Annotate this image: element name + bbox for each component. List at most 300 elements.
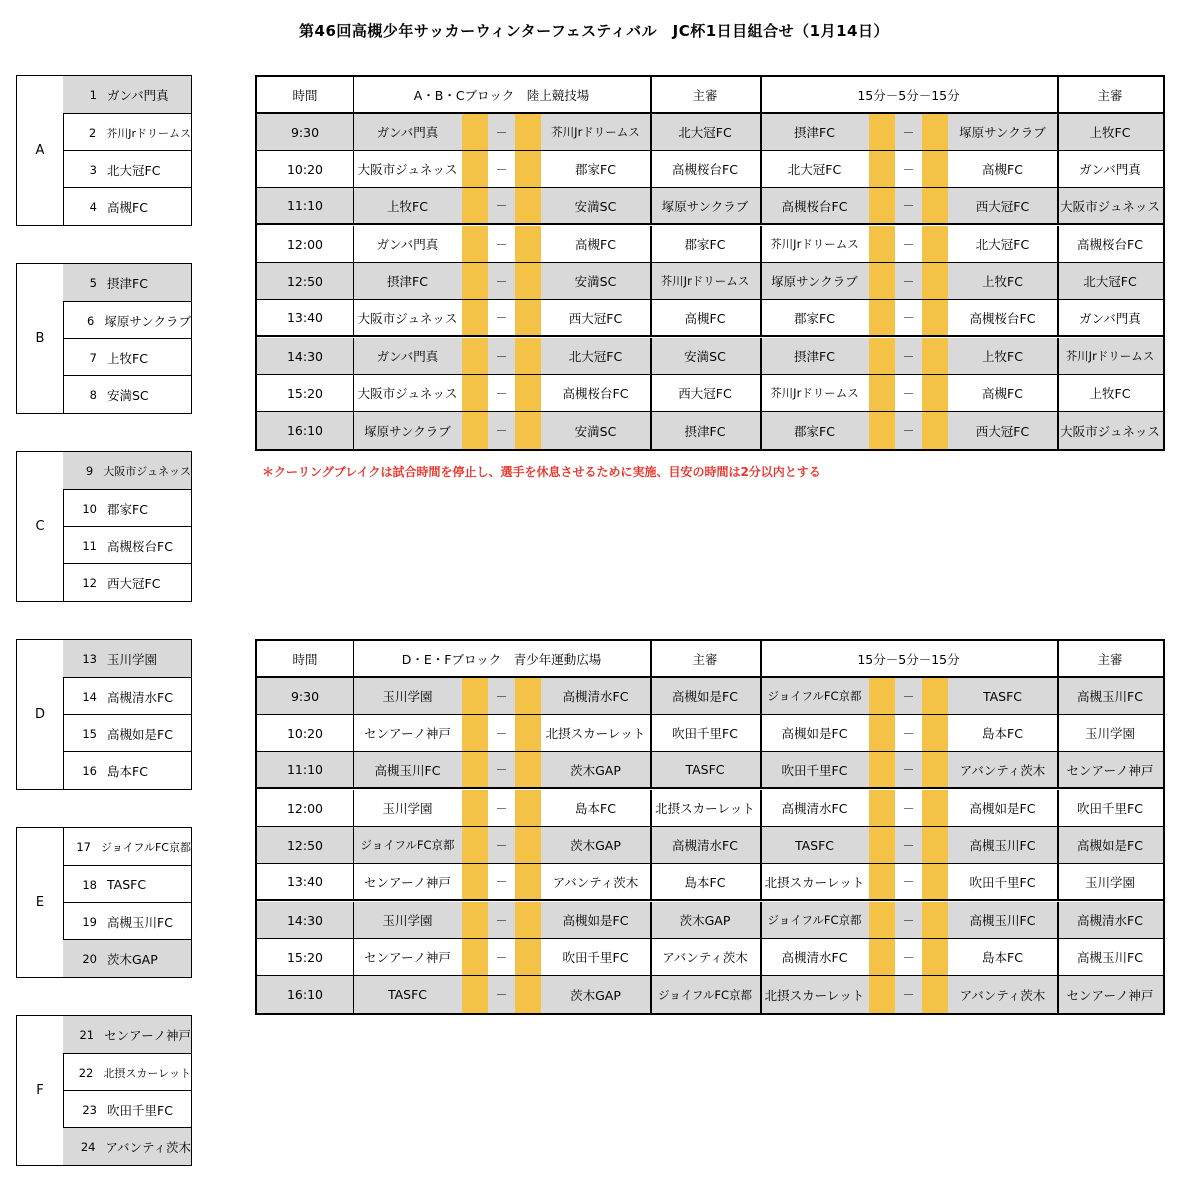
home-team: 摂津FC [794,125,835,140]
page-title: 第46回高槻少年サッカーウィンターフェスティバル JC杯1日目組合せ（1月14日） [299,22,889,40]
score-box [922,375,948,411]
group-label: C [17,452,64,601]
away-team: 高槻如是FC [969,801,1036,816]
away-team: 上牧FC [982,274,1023,289]
header-format: 15分－5分－15分 [857,87,960,103]
match-row [257,902,1163,939]
score-dash: － [495,875,508,889]
score-box [922,752,948,787]
referee-team: 西大冠FC [678,386,732,401]
group-box [16,639,192,790]
away-team: 高槻如是FC [562,913,629,928]
home-team: TASFC [387,987,428,1002]
home-team: 郡家FC [794,310,835,326]
score-box [515,864,541,899]
team-number: 11 [82,538,97,553]
score-dash: － [495,162,508,177]
score-box [462,976,488,1013]
team-name: 安満SC [107,387,149,403]
score-box [922,715,948,751]
group-team [63,1053,191,1091]
match-time: 10:20 [286,161,324,177]
match-row [257,715,1163,752]
schedule-header [257,641,1163,678]
referee-team: 上牧FC [1089,125,1131,140]
referee-team: センアーノ神戸 [1066,762,1154,778]
match-time: 14:30 [286,912,324,928]
away-team: 高槻清水FC [562,689,629,704]
score-box [515,790,541,826]
match-time: 9:30 [290,124,320,140]
group-team [63,640,191,677]
score-dash: － [495,424,508,438]
team-number: 2 [88,125,97,140]
group-label: D [17,640,64,789]
match-time: 12:00 [286,236,324,252]
score-box [869,412,895,449]
team-number: 7 [89,350,97,365]
away-team: アバンティ茨木 [959,987,1046,1003]
referee-team: 吹田千里FC [672,726,738,741]
score-dash: － [902,689,915,704]
group-team [63,187,191,225]
team-number: 1 [89,87,97,102]
score-box [462,715,488,751]
group-team [63,902,191,940]
team-name: 郡家FC [107,501,148,517]
away-team: 北大冠FC [568,349,623,364]
team-number: 16 [82,763,97,778]
group-team [63,714,191,752]
score-dash: － [495,311,508,325]
away-team: 芥川Jrドリームス [551,125,640,139]
home-team: ジョイフルFC京都 [360,838,455,852]
score-dash: － [902,950,915,965]
team-name: ガンバ門真 [107,87,169,103]
score-box [462,151,488,187]
team-name: 島本FC [107,763,148,779]
referee-team: センアーノ神戸 [1066,987,1154,1003]
score-box [869,939,895,975]
team-number: 10 [82,501,97,516]
score-box [515,338,541,374]
team-number: 6 [87,313,95,328]
score-box [869,114,895,150]
referee-team: 大阪市ジュネッス [1060,423,1160,439]
match-row [257,300,1163,337]
team-name: 北摂スカーレット [103,1066,191,1080]
referee-team: アバンティ茨木 [662,950,748,965]
match-time: 9:30 [290,688,320,704]
match-schedule-table [255,639,1165,1015]
home-team: 郡家FC [794,423,835,439]
score-box [922,976,948,1013]
away-team: 高槻桜台FC [562,386,629,401]
away-team: TASFC [982,688,1023,704]
score-dash: － [495,274,508,289]
team-number: 14 [82,689,97,704]
home-team: ジョイフルFC京都 [767,913,862,927]
away-team: 北大冠FC [975,237,1030,252]
match-time: 12:50 [286,837,324,853]
team-name: 塚原サンクラブ [104,313,191,329]
score-box [922,151,948,187]
score-box [869,976,895,1013]
score-box [462,790,488,826]
referee-team: 高槻玉川FC [1077,950,1143,965]
referee-team: TASFC [685,762,725,777]
team-name: 高槻FC [107,199,148,215]
score-box [869,300,895,335]
score-box [869,151,895,187]
away-team: 高槻FC [982,386,1023,401]
group-team [63,113,191,151]
score-dash: － [495,913,508,928]
match-time: 13:40 [286,310,324,325]
score-box [462,188,488,223]
home-team: 北摂スカーレット [764,987,865,1003]
schedule-header [257,77,1163,114]
score-dash: － [902,237,915,252]
match-row [257,827,1163,864]
team-name: ジョイフルFC京都 [100,840,191,854]
match-time: 14:30 [286,348,324,364]
score-dash: － [902,424,915,438]
team-name: 北大冠FC [107,162,161,178]
team-name: 上牧FC [107,350,148,366]
referee-team: 芥川Jrドリームス [660,274,750,288]
home-team: 上牧FC [387,198,428,214]
away-team: アバンティ茨木 [552,874,639,890]
score-box [515,188,541,223]
score-box [462,300,488,335]
score-box [869,790,895,826]
home-team: 高槻清水FC [781,801,848,816]
away-team: 高槻FC [982,162,1023,177]
score-box [922,226,948,262]
away-team: 茨木GAP [570,987,621,1003]
score-dash: － [902,386,915,401]
team-number: 17 [76,839,91,854]
match-time: 11:10 [286,198,324,213]
home-team: 摂津FC [794,349,835,364]
score-box [462,939,488,975]
referee-team: 高槻如是FC [672,689,738,704]
team-name: 西大冠FC [107,575,161,591]
score-dash: － [902,726,915,741]
home-team: センアーノ神戸 [364,874,451,890]
referee-team: ガンバ門真 [1079,310,1141,326]
away-team: 郡家FC [575,162,616,177]
team-name: センアーノ神戸 [104,1027,191,1043]
away-team: 茨木GAP [570,762,621,778]
away-team: 安満SC [574,423,617,439]
score-box [869,678,895,714]
team-name: 高槻清水FC [107,689,173,705]
match-row [257,151,1163,188]
home-team: センアーノ神戸 [364,726,451,741]
header-referee: 主審 [1097,87,1123,103]
group-team [63,489,191,527]
score-box [462,375,488,411]
match-time: 10:20 [286,725,324,741]
score-box [869,715,895,751]
referee-team: ジョイフルFC京都 [657,987,753,1002]
score-box [922,902,948,938]
score-box [922,338,948,374]
referee-team: 高槻清水FC [672,838,738,853]
team-number: 3 [89,162,97,177]
team-name: 茨木GAP [107,951,158,967]
match-row [257,263,1163,300]
home-team: 北大冠FC [787,162,842,177]
match-schedule-table [255,75,1165,451]
referee-team: 北大冠FC [678,125,732,140]
group-label: B [17,264,64,413]
team-name: 大阪市ジュネッス [103,464,191,478]
score-box [869,375,895,411]
score-dash: － [902,875,915,889]
header-referee: 主審 [1097,651,1123,667]
away-team: 吹田千里FC [969,874,1036,890]
score-dash: － [495,199,508,213]
score-dash: － [495,689,508,704]
score-box [462,226,488,262]
group-team [63,150,191,188]
away-team: 島本FC [982,950,1023,965]
score-box [922,678,948,714]
team-number: 18 [82,877,97,892]
score-box [869,226,895,262]
away-team: アバンティ茨木 [959,762,1046,778]
score-box [515,114,541,150]
score-box [869,864,895,899]
group-box [16,263,192,414]
team-number: 23 [82,1102,97,1117]
match-time: 12:50 [286,273,324,289]
away-team: 安満SC [574,274,617,289]
referee-team: 塚原サンクラブ [661,198,749,214]
match-row [257,790,1163,827]
score-box [515,412,541,449]
away-team: 吹田千里FC [562,950,629,965]
group-label: F [17,1016,64,1165]
referee-team: 大阪市ジュネッス [1060,198,1160,214]
referee-team: 芥川Jrドリームス [1065,349,1155,363]
referee-team: 高槻FC [684,310,726,326]
score-box [922,188,948,223]
score-dash: － [495,801,508,816]
score-box [869,338,895,374]
score-box [922,864,948,899]
referee-team: ガンバ門真 [1079,162,1141,177]
group-team [63,526,191,564]
score-box [462,864,488,899]
away-team: 島本FC [982,726,1023,741]
score-box [515,151,541,187]
team-name: 摂津FC [107,275,148,291]
home-team: TASFC [794,837,835,853]
team-number: 24 [80,1139,96,1154]
referee-team: 安満SC [684,349,726,364]
group-team [63,563,191,601]
group-team [63,677,191,715]
score-box [869,827,895,863]
score-dash: － [902,913,915,928]
match-time: 11:10 [286,762,324,777]
match-time: 15:20 [286,949,324,965]
score-dash: － [902,162,915,177]
away-team: 高槻玉川FC [969,838,1036,853]
home-team: 北摂スカーレット [764,874,865,890]
score-box [515,375,541,411]
score-dash: － [902,311,915,325]
team-number: 8 [89,387,97,402]
score-box [515,226,541,262]
team-number: 9 [85,463,94,478]
score-box [922,300,948,335]
score-box [462,827,488,863]
score-dash: － [902,125,915,140]
home-team: ジョイフルFC京都 [767,689,862,703]
score-box [922,939,948,975]
score-dash: － [902,801,915,816]
group-team [63,1090,191,1128]
score-box [922,827,948,863]
score-box [869,902,895,938]
team-name: 高槻玉川FC [107,914,173,930]
score-box [869,263,895,299]
home-team: 摂津FC [387,274,428,289]
score-dash: － [495,988,508,1002]
team-name: 高槻如是FC [107,726,173,742]
away-team: 北摂スカーレット [545,726,646,741]
team-number: 13 [82,651,97,666]
header-venue: A・B・Cブロック 陸上競技場 [413,87,590,103]
match-row [257,188,1163,225]
group-team [63,865,191,903]
referee-team: 茨木GAP [679,913,731,928]
team-name: 芥川Jrドリームス [106,126,191,140]
score-box [515,902,541,938]
match-time: 16:10 [286,423,324,438]
match-row [257,338,1163,375]
score-dash: － [902,988,915,1002]
score-box [922,114,948,150]
header-time: 時間 [292,651,318,667]
score-dash: － [495,950,508,965]
match-row [257,375,1163,412]
score-dash: － [902,838,915,853]
match-row [257,864,1163,901]
home-team: ガンバ門真 [376,349,439,364]
team-number: 4 [89,199,97,214]
referee-team: 高槻玉川FC [1077,689,1143,704]
referee-team: 高槻清水FC [1077,913,1143,928]
score-box [515,263,541,299]
score-box [515,939,541,975]
team-number: 5 [89,275,97,290]
score-box [515,827,541,863]
team-name: 玉川学園 [107,651,158,667]
score-box [462,752,488,787]
away-team: 上牧FC [982,349,1023,364]
score-dash: － [902,349,915,364]
match-row [257,976,1163,1013]
group-label: A [17,76,64,225]
home-team: ガンバ門真 [376,125,439,140]
home-team: 塚原サンクラブ [771,274,858,289]
score-dash: － [495,125,508,140]
group-box [16,1015,192,1166]
header-format: 15分－5分－15分 [857,651,960,667]
group-label: E [17,828,64,977]
score-dash: － [495,763,508,777]
home-team: 芥川Jrドリームス [770,237,859,251]
match-time: 16:10 [286,987,324,1002]
score-dash: － [495,726,508,741]
score-dash: － [495,838,508,853]
referee-team: 高槻如是FC [1077,838,1143,853]
referee-team: 上牧FC [1089,386,1131,401]
score-dash: － [495,349,508,364]
home-team: センアーノ神戸 [364,950,451,965]
home-team: 玉川学園 [382,689,433,704]
match-row [257,939,1163,976]
score-box [515,976,541,1013]
referee-team: 高槻桜台FC [672,162,738,177]
score-box [515,752,541,787]
away-team: 高槻桜台FC [969,310,1036,326]
away-team: 塚原サンクラブ [959,125,1046,140]
team-name: 高槻桜台FC [107,538,173,554]
match-row [257,114,1163,151]
referee-team: 高槻桜台FC [1077,237,1143,252]
score-box [922,412,948,449]
referee-team: 摂津FC [684,423,726,439]
header-time: 時間 [292,87,318,103]
away-team: 西大冠FC [975,198,1030,214]
group-box [16,827,192,978]
score-dash: － [902,763,915,777]
referee-team: 玉川学園 [1084,726,1135,741]
away-team: 高槻玉川FC [969,913,1036,928]
team-number: 19 [82,914,97,929]
home-team: 大阪市ジュネッス [357,386,458,401]
referee-team: 吹田千里FC [1077,801,1143,816]
home-team: 高槻如是FC [781,726,848,741]
home-team: 高槻桜台FC [781,198,848,214]
match-row [257,412,1163,449]
score-dash: － [902,274,915,289]
score-box [462,678,488,714]
score-box [462,263,488,299]
home-team: 高槻玉川FC [374,762,441,778]
team-number: 20 [82,951,97,966]
team-name: 吹田千里FC [107,1102,173,1118]
team-number: 22 [78,1065,94,1080]
score-box [922,263,948,299]
score-box [922,790,948,826]
home-team: 大阪市ジュネッス [357,310,458,326]
header-referee: 主審 [692,651,718,667]
group-box [16,451,192,602]
group-team [63,1127,191,1165]
away-team: 茨木GAP [570,838,621,853]
referee-team: 島本FC [684,874,726,890]
group-team [63,828,191,865]
match-row [257,226,1163,263]
